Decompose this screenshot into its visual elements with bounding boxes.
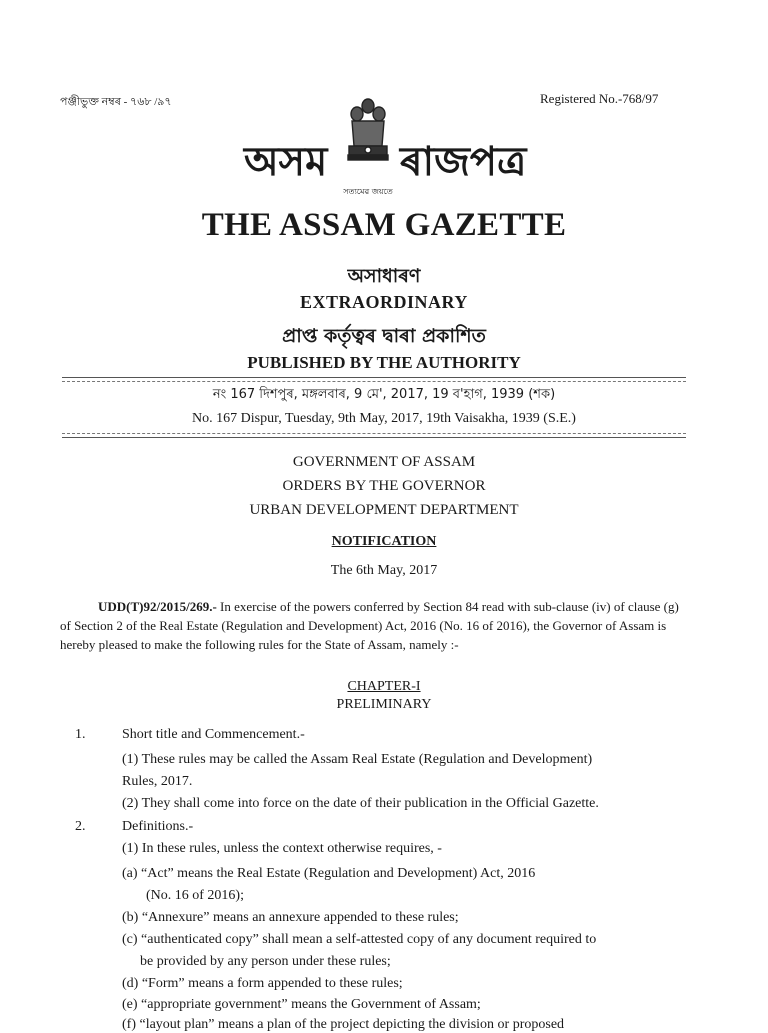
section-title: Short title and Commencement.-	[122, 727, 305, 742]
published-label: PUBLISHED BY THE AUTHORITY	[247, 353, 521, 372]
definition-item: be provided by any person under these rules;	[140, 954, 391, 969]
notification-intro	[60, 597, 690, 654]
divider	[62, 437, 686, 438]
definition-item: (c) “authenticated copy” shall mean a self-attested copy of any document required to	[122, 932, 597, 947]
emblem-motto: সত্যমেৱ জয়তে	[343, 187, 393, 196]
chapter-title: PRELIMINARY	[336, 697, 432, 712]
registration-number-assamese: পঞ্জীভুক্ত নম্বৰ - ৭৬৮ /৯৭	[60, 96, 172, 108]
intro-text: In exercise of the powers conferred by Section 84 read with sub-clause (iv) of clause (g) of Section 2 of the Real Estate (Regulation and Development) Act, 2016 (No. 16 of 2016), the Governor of Assam is hereby pleased to make the following rules for the State of Assam, namely :-	[60, 599, 679, 652]
clause-text: (1) These rules may be called the Assam Real Estate (Regulation and Development)	[122, 752, 593, 767]
department-line: URBAN DEVELOPMENT DEPARTMENT	[249, 502, 519, 518]
divider	[62, 381, 686, 382]
definition-item: (d) “Form” means a form appended to these rules;	[122, 976, 403, 991]
clause-text: Rules, 2017.	[122, 774, 193, 789]
divider	[62, 377, 686, 378]
definition-item: (f) “layout plan” means a plan of the project depicting the division or proposed	[122, 1017, 565, 1032]
extraordinary-assamese: অসাধাৰণ	[347, 265, 421, 287]
gazette-title-assamese-left: অসম	[244, 139, 328, 185]
section-title: Definitions.-	[122, 819, 194, 834]
definition-item: (e) “appropriate government” means the Government of Assam;	[122, 997, 481, 1012]
state-emblem-icon	[343, 94, 393, 196]
definition-item: (No. 16 of 2016);	[146, 888, 244, 903]
clause-text: (1) In these rules, unless the context otherwise requires, -	[122, 841, 442, 856]
government-line: GOVERNMENT OF ASSAM	[292, 454, 476, 470]
issue-line: No. 167 Dispur, Tuesday, 9th May, 2017, 19th Vaisakha, 1939 (S.E.)	[192, 411, 576, 426]
definition-item: (a) “Act” means the Real Estate (Regulation and Development) Act, 2016	[122, 866, 536, 881]
section-number: 1.	[75, 727, 86, 742]
orders-line: ORDERS BY THE GOVERNOR	[282, 478, 486, 494]
issue-line-assamese: নং 167 দিশপুৰ, মঙ্গলবাৰ, 9 মে', 2017, 19 ব'হাগ, 1939 (শক)	[212, 387, 556, 402]
notification-reference: UDD(T)92/2015/269.-	[98, 599, 217, 614]
section-number: 2.	[75, 819, 86, 834]
notification-date: The 6th May, 2017	[330, 563, 438, 578]
published-assamese: প্ৰাপ্ত কৰ্তৃত্বৰ দ্বাৰা প্ৰকাশিত	[282, 325, 486, 347]
divider	[62, 433, 686, 434]
chapter-heading: CHAPTER-I	[347, 679, 421, 694]
definition-item: (b) “Annexure” means an annexure appended to these rules;	[122, 910, 459, 925]
gazette-title-assamese-right: ৰাজপত্ৰ	[400, 139, 527, 185]
notification-heading: NOTIFICATION	[331, 534, 437, 549]
gazette-title: THE ASSAM GAZETTE	[201, 207, 567, 243]
extraordinary-label: EXTRAORDINARY	[300, 292, 468, 312]
registration-number: Registered No.-768/97	[540, 91, 659, 106]
clause-text: (2) They shall come into force on the date of their publication in the Official Gazette.	[122, 796, 599, 811]
